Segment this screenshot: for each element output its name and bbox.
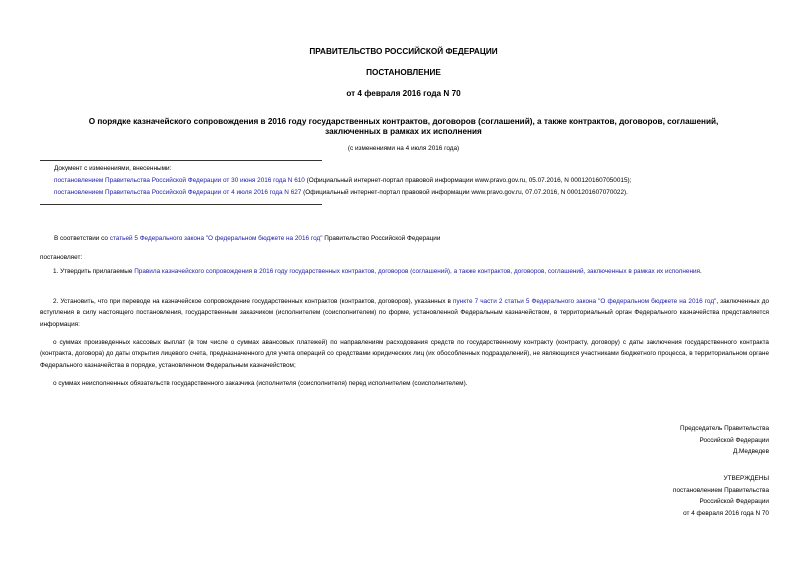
preamble-text-pre: В соответствии со	[54, 235, 110, 242]
preamble-text-post: Правительство Российской Федерации	[322, 235, 441, 242]
change-text-2: (Официальный интернет-портал правовой информации www.pravo.gov.ru, 07.07.2016, N 0001201607070022).	[301, 189, 628, 197]
paragraph-2-pre: 2. Установить, что при переводе на казначейское сопровождение государственных контрактов (контрактов, договоров), указанных в	[53, 298, 454, 305]
approved-date: от 4 февраля 2016 года N 70	[683, 509, 769, 517]
signature-position: Председатель Правительства	[680, 425, 769, 432]
date-number-heading: от 4 февраля 2016 года N 70	[346, 89, 461, 98]
signature-country: Российской Федерации	[699, 436, 769, 444]
paragraph-2-post: , заключенных до вступления в силу настоящего постановления, государственным заказчиком (исполнителем (соисполнителем) по форме, установленной Федеральным казначейством, в территориальный орган Федерального казначейства представляется информация:	[40, 298, 769, 328]
resolves-text: постановляет:	[40, 254, 83, 261]
document-title	[0, 117, 807, 137]
paragraph-3: о суммах произведенных кассовых выплат (в том числе о суммах авансовых платежей) по направлениям расходования средств по государственному контракту (контракту, договору) с даты заключения государственного контракта (контракта, договора) до даты открытия лицевого счета, предназначенного для учета операций со средствами юридических лиц (их обособленных подразделений), не являющихся участниками бюджетного процесса, в территориальном органе Федерального казначейства в порядке, установленном Федеральным казначейством;	[40, 339, 769, 369]
document-title-line-2: заключенных в рамках их исполнения	[325, 127, 482, 136]
approved-by: постановлением Правительства	[673, 486, 769, 494]
federal-law-link[interactable]: статьей 5 Федерального закона "О федеральном бюджете на 2016 год"	[109, 235, 323, 242]
changes-block	[54, 163, 774, 200]
paragraph-1	[40, 266, 769, 277]
change-item-2	[54, 187, 774, 199]
changes-top-rule	[40, 160, 322, 161]
approved-block	[673, 473, 769, 519]
change-link-1[interactable]: постановлением Правительства Российской Федерации от 30 июня 2016 года N 610	[54, 177, 305, 185]
changes-bottom-rule	[40, 204, 322, 205]
preamble-paragraph	[54, 233, 774, 245]
signature-block	[680, 423, 769, 458]
rules-link[interactable]: Правила казначейского сопровождения в 2016 году государственных контрактов, договоров (соглашений), а также контрактов, договоров, соглашений, заключенных в рамках их исполнения	[134, 268, 701, 275]
government-heading: ПРАВИТЕЛЬСТВО РОССИЙСКОЙ ФЕДЕРАЦИИ	[309, 47, 498, 56]
change-item-1	[54, 175, 774, 187]
signature-name: Д.Медведев	[732, 448, 769, 456]
paragraph-2	[40, 296, 769, 330]
amendment-note: (с изменениями на 4 июля 2016 года)	[347, 145, 460, 152]
approved-label: УТВЕРЖДЕНЫ	[723, 475, 769, 482]
approved-country: Российской Федерации	[699, 498, 769, 506]
paragraph-4: о суммах неисполненных обязательств государственного заказчика (исполнителя (соисполнителя) перед исполнителем (соисполнителем).	[53, 380, 468, 387]
paragraph-1-pre: 1. Утвердить прилагаемые	[53, 268, 135, 275]
doc-type-heading: ПОСТАНОВЛЕНИЕ	[366, 68, 441, 77]
document-title-line-1: О порядке казначейского сопровождения в 2016 году государственных контрактов, договоров (соглашений), а также контрактов, договоров, соглашений,	[88, 117, 719, 126]
change-text-1: (Официальный интернет-портал правовой информации www.pravo.gov.ru, 05.07.2016, N 0001201607050015);	[304, 177, 632, 185]
law-article-link[interactable]: пункте 7 части 2 статьи 5 Федерального закона "О федеральном бюджете на 2016 год"	[453, 298, 717, 305]
changes-intro: Документ с изменениями, внесенными:	[54, 165, 172, 172]
paragraph-1-post: .	[700, 268, 702, 275]
change-link-2[interactable]: постановлением Правительства Российской Федерации от 4 июля 2016 года N 627	[54, 189, 302, 197]
